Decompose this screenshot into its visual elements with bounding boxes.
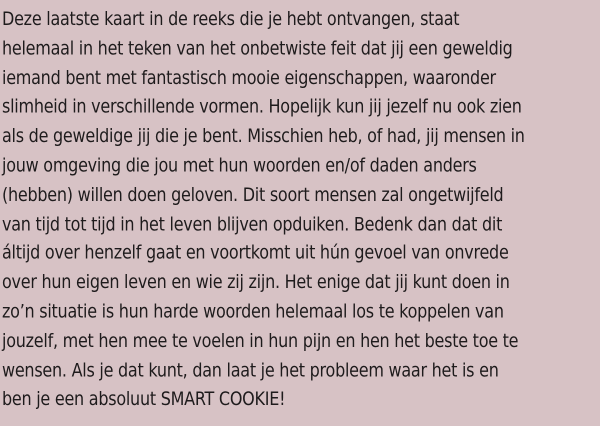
- text-line: slimheid in verschillende vormen. Hopelijk kun jij jezelf nu ook zien: [2, 95, 522, 118]
- text-line: Deze laatste kaart in de reeks die je hebt ontvangen, staat: [2, 7, 460, 30]
- text-line: (hebben) willen doen geloven. Dit soort mensen zal ongetwijfeld: [2, 182, 504, 206]
- text-line: áltijd over henzelf gaat en voortkomt uit hún gevoel van onvrede: [2, 241, 509, 264]
- text-line: zo’n situatie is hun harde woorden helemaal los te koppelen van: [2, 299, 504, 323]
- text-line: ben je een absoluut SMART COOKIE!: [2, 387, 286, 411]
- text-line: wensen. Als je dat kunt, dan laat je het probleem waar het is en: [2, 358, 499, 381]
- text-line: helemaal in het teken van het onbetwiste feit dat jij een geweldig: [2, 36, 513, 60]
- text-line: iemand bent met fantastisch mooie eigenschappen, waaronder: [2, 65, 496, 89]
- text-line: over hun eigen leven en wie zij zijn. Het enige dat jij kunt doen in: [2, 270, 510, 294]
- text-line: jouw omgeving die jou met hun woorden en/of daden anders: [2, 153, 477, 177]
- text-line: als de geweldige jij die je bent. Misschien heb, of had, jij mensen in: [2, 124, 525, 147]
- text-line: van tijd tot tijd in het leven blijven opduiken. Bedenk dan dat dit: [2, 212, 503, 235]
- card-text-block: [2, 5, 600, 415]
- text-line: jouzelf, met hen mee te voelen in hun pijn en hen het beste toe te: [2, 329, 519, 352]
